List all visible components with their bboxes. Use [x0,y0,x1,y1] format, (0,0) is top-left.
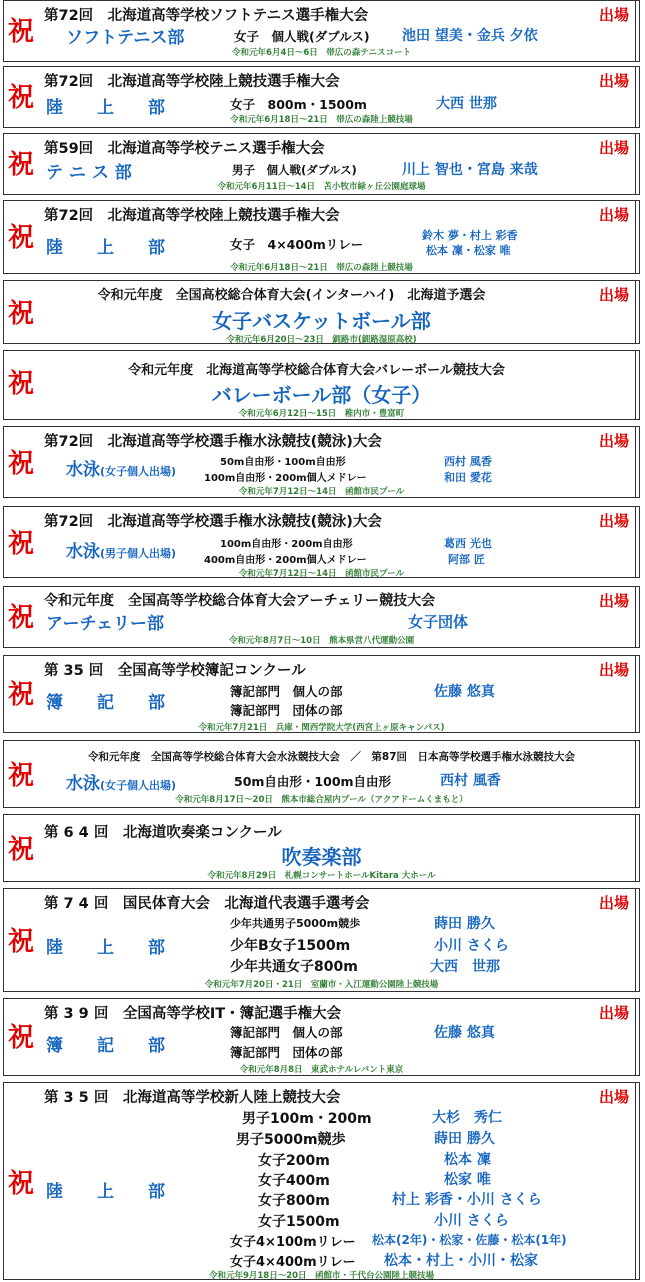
venue-date: 令和元年6月4日～6日 帯広の森テニスコート [232,48,411,58]
tournament-title: 第 3 5 回 北海道高等学校新人陸上競技大会 [44,1090,341,1106]
athlete-names: 松本・村上・小川・松家 [384,1253,538,1269]
iwai-mark: 祝 [8,603,35,633]
event-name: 女子4×400mリレー [230,1255,356,1270]
event-name: 簿記部門 個人の部 [230,1025,343,1040]
team-name: 水泳(女子個人出場) [66,774,177,794]
athlete-names: 鈴木 夢・村上 彩香 [422,229,518,242]
entry-archery [3,586,640,648]
entry-swim-girls [3,426,640,498]
event-name: 女子 個人戦(ダブルス) [234,29,370,44]
tournament-title: 第 6 4 回 北海道吹奏楽コンクール [44,825,282,841]
entry-volleyball [3,350,640,420]
tournament-title: 令和元年度 北海道高等学校総合体育大会バレーボール競技大会 [128,363,505,378]
athlete-names: 大西 世那 [430,959,500,975]
athlete-names: 村上 彩香・小川 さくら [392,1192,542,1208]
athlete-names: 松家 唯 [444,1172,491,1188]
event-name: 100m自由形・200m個人メドレー [204,473,367,484]
shutsujo-label: 出場 [598,512,629,530]
team-name: テ ニ ス 部 [46,163,132,183]
venue-date: 令和元年7月21日 兵庫・関西学院大学(西宮上ヶ原キャンパス) [198,723,445,733]
athlete-names: 松本 凜 [444,1152,491,1168]
athlete-names: 阿部 匠 [448,553,485,566]
shutsujo-label: 出場 [598,592,629,610]
team-name: 陸 上 部 [46,1182,165,1202]
team-name: 水泳(男子個人出場) [66,542,177,562]
team-name: 女子バスケットボール部 [212,309,431,333]
event-name: 少年B女子1500m [230,938,351,954]
iwai-mark: 祝 [8,369,35,399]
shutsujo-label: 出場 [598,286,629,304]
event-name: 女子4×100mリレー [230,1235,356,1250]
entry-brassband [3,814,640,882]
athlete-names: 西村 風香 [440,773,501,789]
venue-date: 令和元年8月7日～10日 熊本県営八代運動公園 [228,636,415,646]
tournament-title: 第72回 北海道高等学校陸上競技選手権大会 [44,208,340,224]
venue-date: 令和元年7月12日～14日 函館市民プール [238,487,405,497]
entry-swim-boys [3,506,640,578]
athlete-names: 蒔田 勝久 [434,916,495,932]
event-name: 女子 800m・1500m [230,97,367,112]
tournament-title: 第72回 北海道高等学校陸上競技選手権大会 [44,74,340,90]
shutsujo-label: 出場 [598,894,629,912]
tournament-title: 第72回 北海道高等学校選手権水泳競技(競泳)大会 [44,514,382,530]
iwai-mark: 祝 [8,83,35,113]
tournament-title: 第72回 北海道高等学校選手権水泳競技(競泳)大会 [44,434,382,450]
iwai-mark: 祝 [8,223,35,253]
venue-date: 令和元年6月18日～21日 帯広の森陸上競技場 [230,263,413,273]
event-name: 男子100m・200m [242,1111,372,1127]
event-name: 女子200m [258,1153,330,1169]
athlete-names: 小川 さくら [434,1213,509,1229]
team-name: 陸 上 部 [46,938,165,958]
tournament-title: 第59回 北海道高等学校テニス選手権大会 [44,141,325,157]
entry-basketball [3,280,640,344]
venue-date: 令和元年6月11日～14日 苫小牧市緑ヶ丘公園庭球場 [217,182,426,192]
shutsujo-label: 出場 [598,661,629,679]
event-name: 女子1500m [258,1214,340,1230]
tournament-title: 第 3 9 回 全国高等学校IT・簿記選手権大会 [44,1006,342,1022]
venue-date: 令和元年8月17日～20日 熊本市総合屋内プール（アクアドームくまもと） [175,795,468,805]
event-name: 400m自由形・200m個人メドレー [204,555,367,566]
tournament-title: 第 35 回 全国高等学校簿記コンクール [44,663,306,679]
athlete-names: 佐藤 悠真 [434,684,495,700]
iwai-mark: 祝 [8,1169,35,1199]
event-name: 男子5000m競歩 [236,1132,346,1148]
team-name: 陸 上 部 [46,98,165,118]
event-name: 少年共通女子800m [230,959,358,975]
shutsujo-label: 出場 [598,1004,629,1022]
tournament-title: 第 7 4 回 国民体育大会 北海道代表選手選考会 [44,896,370,912]
tournament-title: 第72回 北海道高等学校ソフトテニス選手権大会 [44,8,369,24]
entry-it-bookkeeping [3,998,640,1076]
shutsujo-label: 出場 [598,6,629,24]
athlete-names: 蒔田 勝久 [434,1131,495,1147]
athlete-names: 佐藤 悠真 [434,1025,495,1041]
shutsujo-label: 出場 [598,139,629,157]
event-name: 少年共通男子5000m競歩 [230,917,361,930]
iwai-mark: 祝 [8,1023,35,1053]
event-name: 簿記部門 個人の部 [230,684,343,699]
team-name: 陸 上 部 [46,238,165,258]
tournament-title: 令和元年度 全国高等学校総合体育大会水泳競技大会 ／ 第87回 日本高等学校選手権水泳競技大会 [87,751,576,763]
venue-date: 令和元年8月8日 東武ホテルレバント東京 [239,1065,404,1075]
event-name: 女子 4×400mリレー [230,237,364,252]
shutsujo-label: 出場 [598,72,629,90]
team-name: 吹奏楽部 [281,845,362,869]
team-name: 簿 記 部 [46,1036,165,1056]
entry-kokutai [3,888,640,992]
event-name: 女子400m [258,1173,330,1189]
athlete-names: 小川 さくら [434,938,509,954]
event-name: 簿記部門 団体の部 [230,703,343,718]
athlete-names: 松本(2年)・松家・佐藤・松本(1年) [372,1233,567,1247]
athlete-names: 松本 凜・松家 唯 [426,244,511,257]
venue-date: 令和元年8月29日 札幌コンサートホールKitara 大ホール [207,871,436,881]
event-name: 100m自由形・200m自由形 [220,539,353,550]
iwai-mark: 祝 [8,761,35,791]
venue-date: 令和元年6月20日～23日 釧路市(釧路湿原高校) [226,335,417,344]
iwai-mark: 祝 [8,529,35,559]
venue-date: 令和元年7月20日・21日 室蘭市・入江運動公園陸上競技場 [204,980,439,990]
entry-track-relay [3,200,640,274]
athlete-names: 和田 愛花 [444,471,492,484]
shutsujo-label: 出場 [598,1088,629,1106]
athlete-names: 大西 世那 [436,96,497,112]
team-name: 簿 記 部 [46,693,165,713]
iwai-mark: 祝 [8,150,35,180]
athlete-names: 葛西 光也 [444,537,492,550]
athlete-names: 大杉 秀仁 [432,1110,502,1126]
athlete-names: 女子団体 [408,613,469,631]
team-name: アーチェリー部 [46,614,164,634]
iwai-mark: 祝 [8,449,35,479]
venue-date: 令和元年6月12日～15日 稚内市・豊富町 [238,409,405,419]
shutsujo-label: 出場 [598,206,629,224]
athlete-names: 川上 智也・宮島 来哉 [402,162,538,178]
event-name: 50m自由形・100m自由形 [234,774,392,789]
team-name: 水泳(女子個人出場) [66,460,177,480]
tournament-title: 令和元年度 全国高等学校総合体育大会アーチェリー競技大会 [44,593,436,609]
entry-swim-national [3,740,640,808]
tournament-title: 令和元年度 全国高校総合体育大会(インターハイ) 北海道予選会 [97,288,486,303]
event-name: 50m自由形・100m自由形 [220,457,346,468]
iwai-mark: 祝 [8,927,35,957]
team-name: ソフトテニス部 [66,28,185,48]
iwai-mark: 祝 [8,680,35,710]
venue-date: 令和元年9月18日～20日 函館市・千代台公園陸上競技場 [208,1271,435,1280]
event-name: 女子800m [258,1193,330,1209]
shutsujo-label: 出場 [598,432,629,450]
event-name: 男子 個人戦(ダブルス) [232,163,357,177]
entry-softtennis [3,0,640,62]
iwai-mark: 祝 [8,835,35,865]
entry-shinjin-track [3,1082,640,1280]
venue-date: 令和元年7月12日～14日 函館市民プール [238,569,405,578]
entry-track-1 [3,66,640,128]
venue-date: 令和元年6月18日～21日 帯広の森陸上競技場 [230,115,413,125]
iwai-mark: 祝 [8,17,35,47]
team-name: バレーボール部（女子） [211,383,432,407]
athlete-names: 西村 風香 [444,455,492,468]
athlete-names: 池田 望美・金兵 夕依 [402,28,538,44]
iwai-mark: 祝 [8,299,35,329]
event-name: 簿記部門 団体の部 [230,1045,343,1060]
entry-bookkeeping [3,655,640,733]
entry-tennis [3,133,640,195]
